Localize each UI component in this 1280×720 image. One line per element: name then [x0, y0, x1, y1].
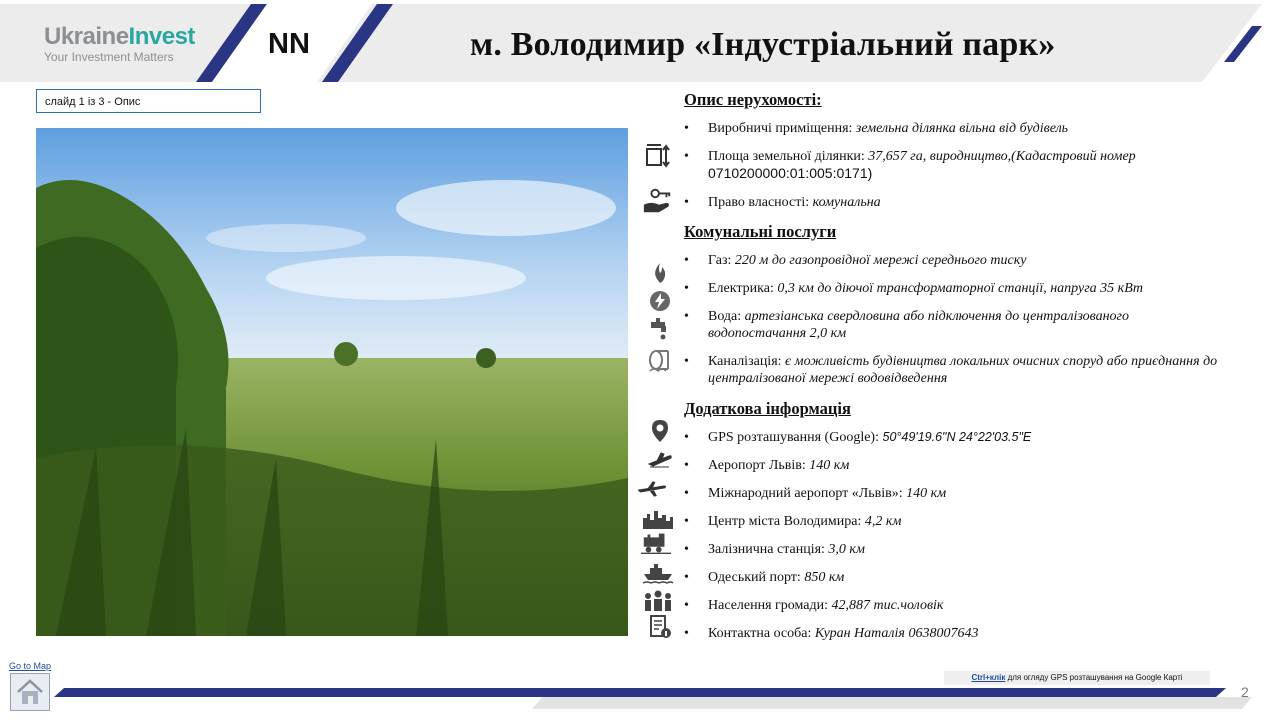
section-heading-additional: Додаткова інформація [684, 399, 851, 418]
bullet: • [684, 281, 689, 296]
row-value-cadastral: 0710200000:01:005:0171) [708, 165, 873, 181]
train-icon [640, 530, 672, 556]
slide-indicator[interactable]: слайд 1 із 3 - Опис [36, 89, 261, 113]
row-value: 3,0 км [828, 542, 865, 557]
row-label: Виробничі приміщення: [708, 121, 856, 136]
building-size-icon [642, 142, 674, 168]
row-label: Право власності: [708, 195, 813, 210]
footer-stripe [54, 688, 1226, 697]
bullet: • [684, 458, 689, 473]
logo-part1: Ukraine [44, 23, 129, 50]
row-label: Контактна особа: [708, 626, 815, 641]
row-label: Одеський порт: [708, 570, 805, 585]
site-photo [36, 128, 628, 636]
airplane-small-icon [644, 447, 676, 473]
home-button[interactable] [10, 673, 50, 711]
airplane-large-icon [636, 476, 668, 502]
ship-icon [642, 560, 674, 586]
row-label: Газ: [708, 253, 735, 268]
hand-key-icon [642, 188, 674, 214]
gps-coordinates-link[interactable]: 50°49'19.6"N 24°22'03.5"E [882, 430, 1032, 444]
row-value: 0,3 км до діючої трансформаторної станції, напруга 35 кВт [777, 281, 1144, 296]
row-value: артезіанська свердловина або підключення до централізованого водопостачання 2,0 км [708, 309, 1130, 341]
page-title: м. Володимир «Індустріальний парк» [470, 26, 1056, 63]
row-label: Центр міста Володимира: [708, 514, 865, 529]
logo-tagline: Your Investment Matters [44, 50, 174, 64]
row-label: Міжнародний аеропорт «Львів»: [708, 486, 907, 501]
bullet: • [684, 149, 689, 164]
ukraineinvest-logo [44, 24, 195, 64]
water-tap-icon [644, 316, 676, 342]
row-label: Площа земельної ділянки: [708, 149, 869, 164]
row-label: Каналізація: [708, 354, 786, 369]
row-value: 220 м до газопровідної мережі середнього тиску [734, 253, 1027, 268]
bullet: • [684, 514, 689, 529]
gps-hint [944, 671, 1210, 685]
row-label: Електрика: [708, 281, 778, 296]
row-value: 140 км [906, 486, 947, 501]
row-value: комунальна [812, 195, 881, 210]
bullet: • [684, 430, 689, 445]
object-code: NN [268, 28, 310, 60]
city-skyline-icon [642, 506, 674, 532]
section-heading-utilities: Комунальні послуги [684, 222, 837, 241]
row-label: GPS розташування (Google): [708, 430, 883, 445]
people-icon [642, 588, 674, 614]
sewage-pipe-icon [644, 347, 676, 373]
row-value: 850 км [804, 570, 845, 585]
gps-hint-text: для огляду GPS розташування на Google Карті [1005, 673, 1183, 682]
footer-band [532, 697, 1252, 709]
row-label: Аеропорт Львів: [708, 458, 810, 473]
bullet: • [684, 253, 689, 268]
contact-document-icon [644, 614, 676, 640]
row-value: 140 км [809, 458, 850, 473]
go-to-map-link[interactable]: Go to Map [9, 661, 52, 671]
bullet: • [684, 598, 689, 613]
bullet: • [684, 486, 689, 501]
row-value: 37,657 га, виродництво,(Кадастровий номер [868, 149, 1136, 164]
row-value: 4,2 км [864, 514, 902, 529]
bullet: • [684, 354, 689, 369]
bullet: • [684, 570, 689, 585]
site-photo-image [36, 128, 628, 636]
section-heading-property: Опис нерухомості: [684, 90, 822, 109]
electricity-icon [644, 288, 676, 314]
logo-part2: Invest [128, 23, 195, 50]
bullet: • [684, 626, 689, 641]
row-value: Куран Наталія 0638007643 [814, 626, 979, 641]
gas-flame-icon [644, 260, 676, 286]
row-value: земельна ділянка вільна від будівель [855, 121, 1069, 136]
page-number: 2 [1241, 684, 1249, 700]
home-icon [15, 678, 45, 706]
bullet: • [684, 121, 689, 136]
row-label: Залізнична станція: [708, 542, 829, 557]
bullet: • [684, 309, 689, 324]
row-value: є можливість будівництва локальних очисних споруд або приєднання до централізованої мережі водовідведення [708, 354, 1218, 386]
bullet: • [684, 542, 689, 557]
map-pin-icon [644, 418, 676, 444]
row-label: Вода: [708, 309, 745, 324]
bullet: • [684, 195, 689, 210]
row-value: 42,887 тис.чоловік [831, 598, 944, 613]
gps-hint-shortcut: Ctrl+клік [971, 673, 1006, 682]
row-label: Населення громади: [708, 598, 832, 613]
